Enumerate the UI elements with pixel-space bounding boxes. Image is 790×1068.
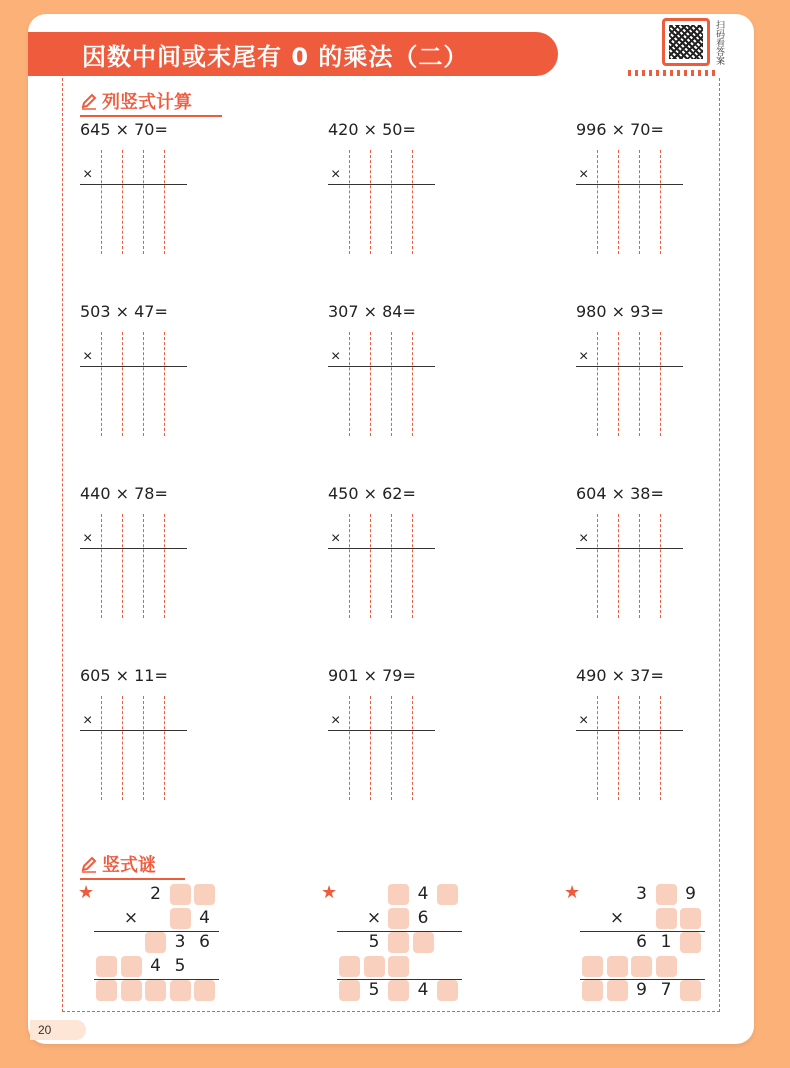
digit-guide-line bbox=[597, 514, 598, 618]
times-sign: × bbox=[83, 530, 93, 547]
section-vertical-heading bbox=[80, 88, 192, 114]
times-sign: × bbox=[579, 166, 589, 183]
answer-box[interactable] bbox=[170, 884, 191, 905]
answer-box[interactable] bbox=[121, 956, 142, 977]
digit-guide-line bbox=[370, 150, 371, 254]
digit-guide-line bbox=[391, 696, 392, 800]
digit-guide-line bbox=[370, 514, 371, 618]
digit-guide-line bbox=[143, 696, 144, 800]
problem-11 bbox=[328, 666, 468, 826]
pencil-icon bbox=[80, 855, 98, 873]
qr-caption: 扫码看答案 bbox=[714, 20, 724, 65]
puzzle-digit: 4 bbox=[199, 908, 210, 928]
problem-expression: 307 × 84= bbox=[328, 302, 416, 321]
decorative-stripes bbox=[628, 70, 718, 76]
problem-expression: 996 × 70= bbox=[576, 120, 664, 139]
problem-10 bbox=[80, 666, 220, 826]
times-sign: × bbox=[331, 166, 341, 183]
answer-box[interactable] bbox=[680, 908, 701, 929]
answer-box[interactable] bbox=[607, 980, 628, 1001]
answer-box[interactable] bbox=[656, 908, 677, 929]
answer-box[interactable] bbox=[170, 908, 191, 929]
times-sign: × bbox=[331, 712, 341, 729]
multiply-rule bbox=[80, 366, 187, 367]
digit-guide-line bbox=[349, 150, 350, 254]
digit-guide-line bbox=[122, 332, 123, 436]
digit-guide-line bbox=[349, 332, 350, 436]
digit-guide-line bbox=[122, 150, 123, 254]
section-puzzle-label: 竖式谜 bbox=[102, 855, 156, 876]
answer-box[interactable] bbox=[413, 932, 434, 953]
problem-9 bbox=[576, 484, 716, 644]
digit-guide-line bbox=[349, 514, 350, 618]
digit-guide-line bbox=[101, 150, 102, 254]
problem-1 bbox=[80, 120, 220, 280]
digit-guide-line bbox=[391, 150, 392, 254]
problem-expression: 440 × 78= bbox=[80, 484, 168, 503]
multiply-rule bbox=[576, 730, 683, 731]
puzzle-digit: 5 bbox=[368, 980, 380, 1000]
digit-guide-line bbox=[164, 514, 165, 618]
digit-guide-line bbox=[639, 150, 640, 254]
puzzle-digit: 6 bbox=[636, 932, 647, 952]
answer-box[interactable] bbox=[96, 980, 117, 1001]
times-sign: × bbox=[331, 348, 341, 365]
digit-guide-line bbox=[391, 514, 392, 618]
puzzle-rule bbox=[580, 931, 705, 932]
puzzle-digit: 6 bbox=[199, 932, 210, 952]
puzzle-digit: 1 bbox=[660, 932, 672, 952]
answer-box[interactable] bbox=[339, 980, 360, 1001]
puzzle-digit: 5 bbox=[368, 932, 380, 952]
answer-box[interactable] bbox=[194, 884, 215, 905]
answer-box[interactable] bbox=[388, 884, 409, 905]
star-icon: ★ bbox=[321, 882, 338, 902]
times-sign: × bbox=[331, 530, 341, 547]
multiply-rule bbox=[576, 548, 683, 549]
section-underline bbox=[80, 115, 222, 117]
answer-box[interactable] bbox=[145, 980, 166, 1001]
puzzle-digit: × bbox=[609, 908, 625, 928]
digit-guide-line bbox=[412, 696, 413, 800]
answer-box[interactable] bbox=[96, 956, 117, 977]
digit-guide-line bbox=[618, 332, 619, 436]
digit-guide-line bbox=[597, 332, 598, 436]
digit-guide-line bbox=[370, 696, 371, 800]
answer-box[interactable] bbox=[437, 980, 458, 1001]
section-vertical-label: 列竖式计算 bbox=[102, 92, 192, 113]
digit-guide-line bbox=[164, 150, 165, 254]
problem-8 bbox=[328, 484, 468, 644]
answer-box[interactable] bbox=[194, 980, 215, 1001]
puzzle-rule bbox=[94, 979, 219, 980]
digit-guide-line bbox=[349, 696, 350, 800]
digit-guide-line bbox=[660, 150, 661, 254]
answer-box[interactable] bbox=[607, 956, 628, 977]
digit-guide-line bbox=[597, 696, 598, 800]
answer-box[interactable] bbox=[145, 932, 166, 953]
page-number: 20 bbox=[30, 1020, 86, 1040]
problem-5 bbox=[328, 302, 468, 462]
star-icon: ★ bbox=[78, 882, 95, 902]
multiply-rule bbox=[80, 548, 187, 549]
answer-box[interactable] bbox=[582, 980, 603, 1001]
answer-box[interactable] bbox=[388, 908, 409, 929]
answer-box[interactable] bbox=[680, 980, 701, 1001]
digit-guide-line bbox=[597, 150, 598, 254]
digit-guide-line bbox=[412, 150, 413, 254]
digit-guide-line bbox=[618, 696, 619, 800]
digit-guide-line bbox=[143, 514, 144, 618]
multiply-rule bbox=[576, 184, 683, 185]
problem-expression: 605 × 11= bbox=[80, 666, 168, 685]
digit-guide-line bbox=[639, 332, 640, 436]
puzzle-rule bbox=[94, 931, 219, 932]
times-sign: × bbox=[83, 712, 93, 729]
answer-box[interactable] bbox=[656, 956, 677, 977]
problem-expression: 901 × 79= bbox=[328, 666, 416, 685]
puzzle-digit: 4 bbox=[417, 884, 429, 904]
puzzle-digit: 3 bbox=[174, 932, 186, 952]
puzzle-digit: 4 bbox=[417, 980, 429, 1000]
page-title: 因数中间或末尾有 0 的乘法（二） bbox=[82, 43, 469, 71]
multiply-rule bbox=[80, 184, 187, 185]
problem-expression: 503 × 47= bbox=[80, 302, 168, 321]
puzzle-rule bbox=[580, 979, 705, 980]
problem-6 bbox=[576, 302, 716, 462]
puzzle-digit: 2 bbox=[150, 884, 161, 904]
answer-box[interactable] bbox=[121, 980, 142, 1001]
qr-pattern bbox=[669, 25, 703, 59]
puzzle-digit: 3 bbox=[636, 884, 647, 904]
puzzle-digit: 9 bbox=[685, 884, 696, 904]
digit-guide-line bbox=[660, 332, 661, 436]
answer-box[interactable] bbox=[582, 956, 603, 977]
multiply-rule bbox=[328, 366, 435, 367]
answer-box[interactable] bbox=[388, 956, 409, 977]
digit-guide-line bbox=[639, 696, 640, 800]
puzzle-rule bbox=[337, 979, 462, 980]
answer-box[interactable] bbox=[656, 884, 677, 905]
times-sign: × bbox=[579, 348, 589, 365]
digit-guide-line bbox=[412, 514, 413, 618]
star-icon: ★ bbox=[564, 882, 581, 902]
answer-box[interactable] bbox=[680, 932, 701, 953]
times-sign: × bbox=[83, 166, 93, 183]
problem-2 bbox=[328, 120, 468, 280]
puzzle-digit: 6 bbox=[417, 908, 429, 928]
answer-box[interactable] bbox=[388, 980, 409, 1001]
section-puzzle-heading bbox=[80, 851, 156, 877]
answer-box[interactable] bbox=[437, 884, 458, 905]
digit-guide-line bbox=[391, 332, 392, 436]
multiply-rule bbox=[328, 548, 435, 549]
problem-expression: 450 × 62= bbox=[328, 484, 416, 503]
problem-expression: 420 × 50= bbox=[328, 120, 416, 139]
pencil-icon bbox=[80, 92, 98, 110]
answer-box[interactable] bbox=[631, 956, 652, 977]
problem-7 bbox=[80, 484, 220, 644]
puzzle-digit: 9 bbox=[636, 980, 647, 1000]
digit-guide-line bbox=[660, 514, 661, 618]
times-sign: × bbox=[83, 348, 93, 365]
times-sign: × bbox=[579, 530, 589, 547]
digit-guide-line bbox=[412, 332, 413, 436]
multiply-rule bbox=[576, 366, 683, 367]
problem-12 bbox=[576, 666, 716, 826]
problem-3 bbox=[576, 120, 716, 280]
puzzle-digit: 4 bbox=[150, 956, 161, 976]
answer-box[interactable] bbox=[364, 956, 385, 977]
puzzle-digit: × bbox=[123, 908, 139, 928]
problem-expression: 490 × 37= bbox=[576, 666, 664, 685]
digit-guide-line bbox=[164, 696, 165, 800]
digit-guide-line bbox=[660, 696, 661, 800]
puzzle-digit: 5 bbox=[174, 956, 186, 976]
digit-guide-line bbox=[122, 696, 123, 800]
answer-box[interactable] bbox=[170, 980, 191, 1001]
section-underline bbox=[80, 878, 185, 880]
problem-expression: 604 × 38= bbox=[576, 484, 664, 503]
digit-guide-line bbox=[370, 332, 371, 436]
digit-guide-line bbox=[122, 514, 123, 618]
answer-box[interactable] bbox=[339, 956, 360, 977]
answer-box[interactable] bbox=[388, 932, 409, 953]
digit-guide-line bbox=[164, 332, 165, 436]
multiply-rule bbox=[328, 730, 435, 731]
digit-guide-line bbox=[639, 514, 640, 618]
puzzle-digit: 7 bbox=[660, 980, 672, 1000]
multiply-rule bbox=[328, 184, 435, 185]
qr-code-icon[interactable] bbox=[662, 18, 710, 66]
problem-expression: 980 × 93= bbox=[576, 302, 664, 321]
digit-guide-line bbox=[143, 332, 144, 436]
digit-guide-line bbox=[101, 514, 102, 618]
digit-guide-line bbox=[101, 696, 102, 800]
times-sign: × bbox=[579, 712, 589, 729]
puzzle-rule bbox=[337, 931, 462, 932]
multiply-rule bbox=[80, 730, 187, 731]
puzzle-digit: × bbox=[366, 908, 382, 928]
problem-4 bbox=[80, 302, 220, 462]
digit-guide-line bbox=[618, 150, 619, 254]
digit-guide-line bbox=[618, 514, 619, 618]
problem-expression: 645 × 70= bbox=[80, 120, 168, 139]
digit-guide-line bbox=[101, 332, 102, 436]
digit-guide-line bbox=[143, 150, 144, 254]
